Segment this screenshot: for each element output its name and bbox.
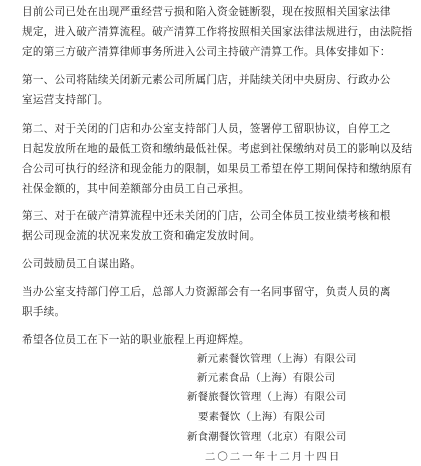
signatory-5: 新食潮餐饮管理（北京）有限公司 bbox=[187, 431, 347, 443]
intro-line-2: 规定，进入破产清算流程。破产清算工作将按照相关国家法律法规进行，由法院指 bbox=[22, 26, 413, 38]
point2-line-1: 第二、对于关闭的门店和办公室支持部门人员，签署停工留职协议，自停工之 bbox=[22, 123, 391, 135]
handover-line-2: 职手续。 bbox=[22, 306, 66, 318]
encourage-line: 公司鼓励员工自谋出路。 bbox=[22, 258, 142, 270]
letter-date: 二〇二一年十二月十四日 bbox=[205, 451, 342, 463]
point1-line-2: 室运营支持部门。 bbox=[22, 94, 109, 106]
signatory-1: 新元素餐饮管理（上海）有限公司 bbox=[197, 353, 357, 365]
signatory-3: 新餐旅餐饮管理（上海）有限公司 bbox=[187, 391, 347, 403]
point2-line-4: 社保金额的，其中间差额部分由员工自己承担。 bbox=[22, 183, 250, 195]
point3-line-1: 第三、对于在破产清算流程中还未关闭的门店，公司全体员工按业绩考核和根 bbox=[22, 210, 391, 222]
intro-line-3: 定的第三方破产清算律师事务所进入公司主持破产清算工作。具体安排如下： bbox=[22, 46, 391, 58]
point1-line-1: 第一、公司将陆续关闭新元素公司所属门店，并陆续关闭中央厨房、行政办公 bbox=[22, 74, 391, 86]
point2-line-3: 合公司可执行的经济和现金能力的限制，如果员工希望在停工期间保持和缴纳原有 bbox=[22, 163, 413, 175]
signatory-4: 要素餐饮（上海）有限公司 bbox=[198, 411, 326, 423]
farewell-line: 希望各位员工在下一站的职业旅程上再迎辉煌。 bbox=[22, 334, 250, 346]
point2-line-2: 日起发放所在地的最低工资和缴纳最低社保。考虑到社保缴纳对员工的影响以及结 bbox=[22, 143, 413, 155]
intro-line-1: 目前公司已处在出现严重经营亏损和陷入资金链断裂，现在按照相关国家法律 bbox=[22, 6, 391, 18]
handover-line-1: 当办公室支持部门停工后，总部人力资源部会有一名同事留守，负责人员的离 bbox=[22, 286, 391, 298]
signatory-2: 新元素食品（上海）有限公司 bbox=[197, 372, 336, 384]
point3-line-2: 据公司现金流的状况来发放工资和确定发放时间。 bbox=[22, 230, 261, 242]
